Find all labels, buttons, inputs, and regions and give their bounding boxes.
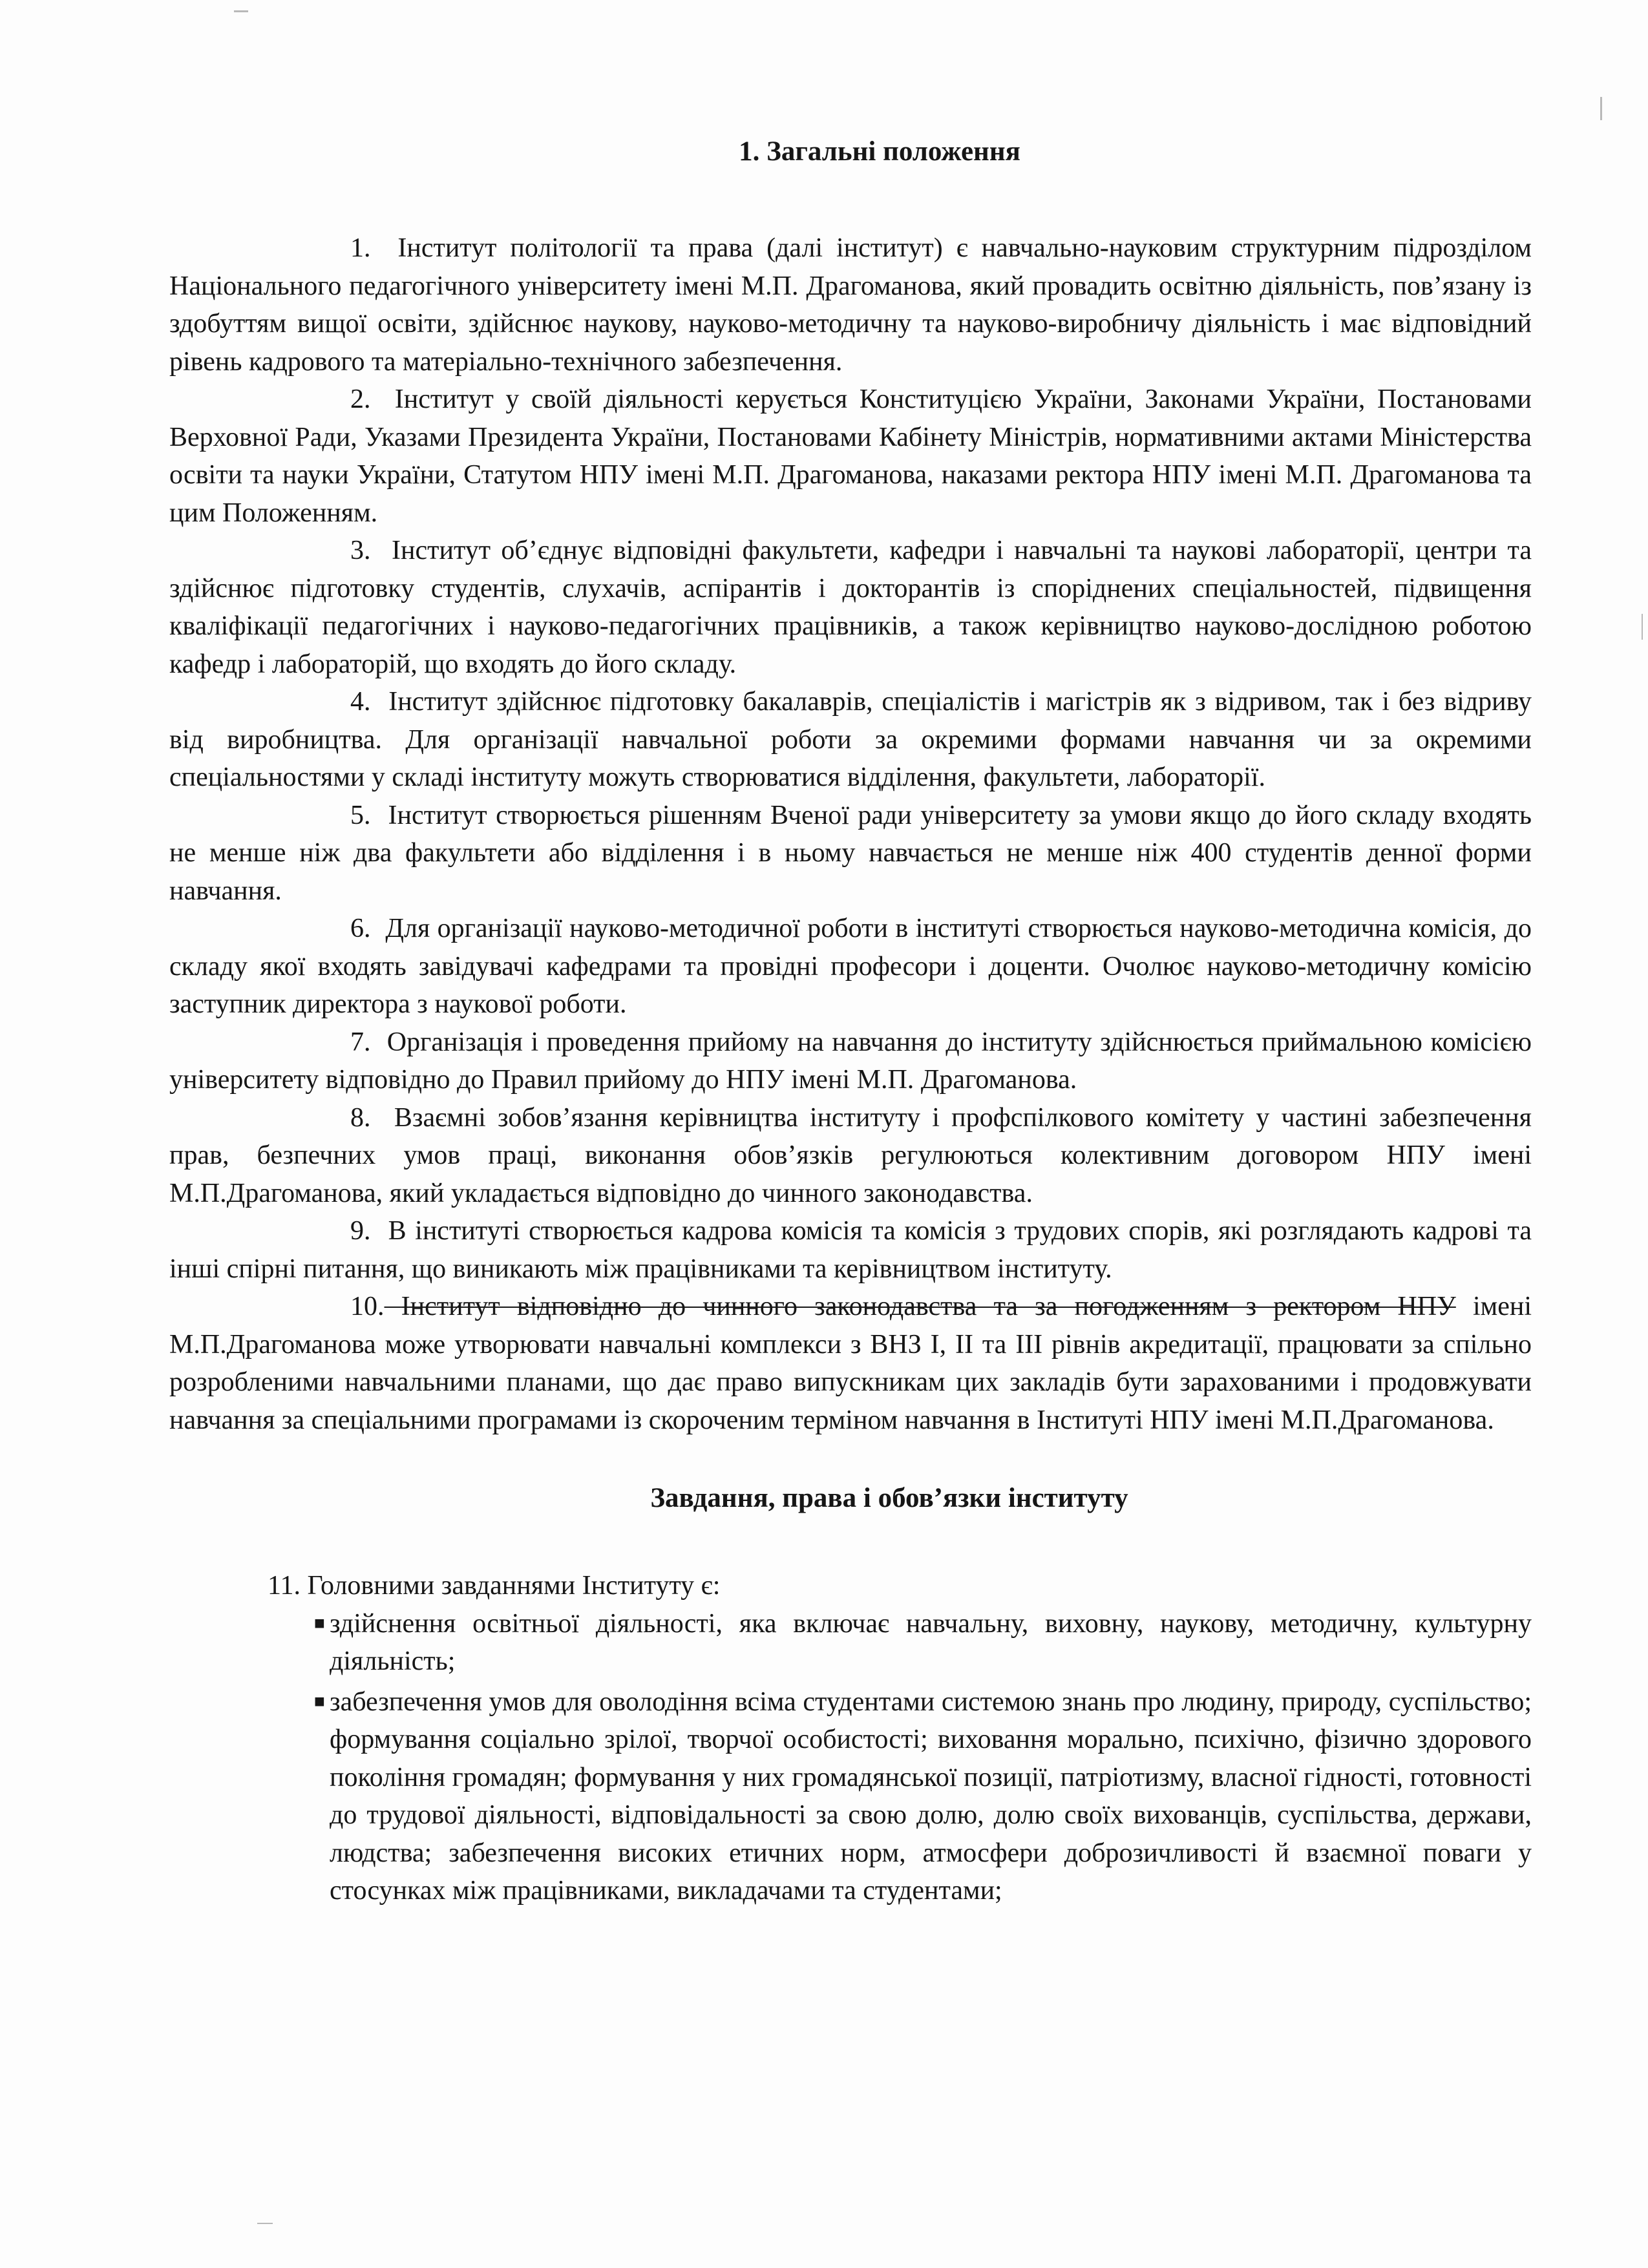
paragraph-6 (169, 910, 1532, 1024)
paragraph-9 (169, 1212, 1532, 1288)
paragraph-text: Інститут об’єднує відповідні факультети, кафедри і навчальні та наукові лабораторії, центри та здійснює підготовку студентів, слухачів, аспірантів і докторантів із споріднених спеціальностей, підвищення кваліфікації педагогічних і науково-педагогічних працівників, а також керівництво науково-дослідною роботою кафедр і лабораторій, що входять до його складу. (169, 536, 1532, 679)
scan-mark-bottom (257, 2223, 273, 2224)
paragraph-2 (169, 381, 1532, 532)
paragraph-number: 9. (350, 1216, 371, 1246)
list-item-text: забезпечення умов для оволодіння всіма студентами системою знань про людину, природу, суспільство; формування соціально зрілої, творчої особистості; виховання морально, психічно, фізично здорового покоління громадян; формування у них громадянської позиції, патріотизму, власної гідності, готовності до трудової діяльності, відповідальності за свою долю, долю своїх вихованців, суспільства, держави, людства; забезпечення високих етичних норм, атмосфери доброзичливості й взаємної поваги у стосунках між працівниками, викладачами та студентами; (330, 1686, 1532, 1906)
tasks-list (169, 1605, 1532, 1910)
paragraph-5 (169, 797, 1532, 910)
scan-mark-top-left (234, 10, 248, 12)
paragraph-number: 7. (350, 1027, 371, 1057)
paragraph-number: 5. (350, 800, 371, 830)
paragraph-3 (169, 532, 1532, 683)
paragraph-4 (169, 683, 1532, 797)
paragraph-number: 2. (350, 384, 371, 414)
scan-mark-top-right (1600, 97, 1602, 120)
section-title-general: 1. Загальні положення (739, 136, 1020, 167)
paragraph-text: Інститут здійснює підготовку бакалаврів, спеціалістів і магістрів як з відривом, так і без відриву від виробництва. Для організації навчальної роботи за окремими формами навчання чи за окремими спеціальностями у складі інституту можуть створюватися відділення, факультети, лабораторії. (169, 687, 1532, 792)
paragraph-text: Інститут створюється рішенням Вченої ради університету за умови якщо до його складу входять не менше ніж два факультети або відділення і в ньому навчається не менше ніж 400 студентів денної форми навчання. (169, 800, 1532, 906)
paragraph-list (169, 229, 1532, 1439)
paragraph-text: Інститут політології та права (далі інститут) є навчально-науковим структурним підрозділом Національного педагогічного університету імені М.П. Драгоманова, який провадить освітню діяльність, пов’язану із здобуттям вищої освіти, здійснює наукову, науково-методичну та науково-виробничу діяльність і має відповідний рівень кадрового та матеріально-технічного забезпечення. (169, 233, 1532, 377)
struck-text (260, 1292, 1456, 1321)
paragraph-10 (169, 1288, 1532, 1439)
document-body (169, 132, 1532, 1913)
paragraph-1 (169, 229, 1532, 381)
paragraph-text: Для організації науково-методичної роботи в інституті створюється науково-методична комісія, до складу якої входять завідувачі кафедрами та провідні професори і доценти. Очолює науково-методичну комісію заступник директора з наукової роботи. (169, 914, 1532, 1019)
struck-paragraph-text: Інститут відповідно до чинного законодавства та за погодженням з ректором НПУ (401, 1292, 1456, 1321)
paragraph-number: 6. (350, 914, 371, 943)
paragraph-number: 4. (350, 687, 371, 717)
list-item-text: здійснення освітньої діяльності, яка включає навчальну, виховну, наукову, методичну, культурну діяльність; (330, 1608, 1532, 1676)
paragraph-8 (169, 1099, 1532, 1213)
paragraph-text: Інститут у своїй діяльності керується Конституцією України, Законами України, Постановами Верховної Ради, Указами Президента України, Постановами Кабінету Міністрів, нормативними актами Міністерства освіти та науки України, Статутом НПУ імені М.П. Драгоманова, наказами ректора НПУ імені М.П. Драгоманова та цим Положенням. (169, 384, 1532, 528)
list-item (314, 1683, 1532, 1910)
paragraph-number: 8. (350, 1102, 371, 1133)
square-bullet-icon: ■ (314, 1613, 325, 1633)
section-title-tasks: Завдання, права і обов’язки інституту (650, 1483, 1128, 1513)
paragraph-11-intro: 11. Головними завданнями Інституту є: (268, 1571, 721, 1601)
paragraph-text: Взаємні зобов’язання керівництва інституту і профспілкового комітету у частині забезпечення прав, безпечних умов праці, виконання обов’язків регулюються колективним договором НПУ імені М.П.Драгоманова, який укладається відповідно до чинного законодавства. (169, 1102, 1532, 1208)
paragraph-text: імені М.П.Драгоманова може утворювати навчальні комплекси з ВНЗ І, ІІ та ІІІ рівнів акредитації, працювати за спільно розробленими навчальними планами, що дає право випускникам цих закладів бути зарахованими і продовжувати навчання за спеціальними програмами із скороченим терміном навчання в Інституті НПУ імені М.П.Драгоманова. (169, 1292, 1532, 1435)
paragraph-number: 3. (350, 536, 371, 565)
paragraph-number: 10. (350, 1292, 385, 1321)
scan-mark-right-edge (1642, 614, 1643, 640)
paragraph-7 (169, 1024, 1532, 1099)
paragraph-text: В інституті створюється кадрова комісія та комісія з трудових спорів, які розглядають кадрові та інші спірні питання, що виникають між працівниками та керівництвом інституту. (169, 1216, 1532, 1284)
paragraph-number: 1. (350, 233, 371, 263)
square-bullet-icon: ■ (314, 1691, 325, 1712)
paragraph-text: Організація і проведення прийому на навчання до інституту здійснюється приймальною комісією університету відповідно до Правил прийому до НПУ імені М.П. Драгоманова. (169, 1027, 1532, 1095)
list-item (314, 1605, 1532, 1681)
